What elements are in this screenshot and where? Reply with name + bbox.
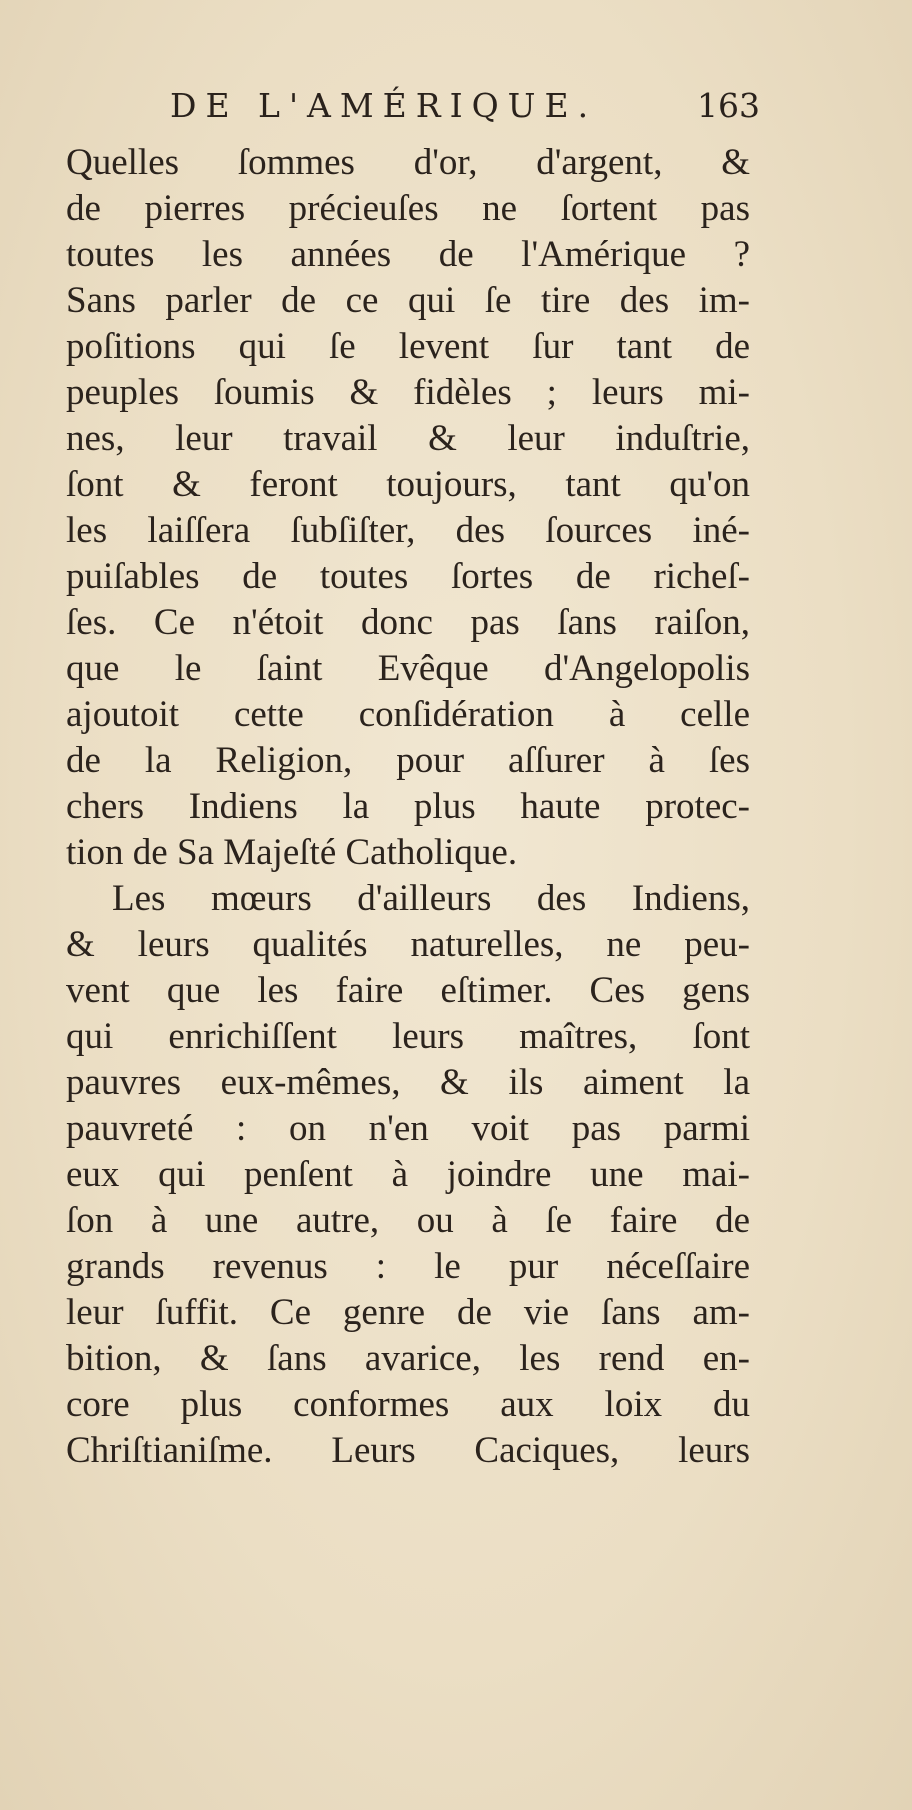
text-line: ſon à une autre, ou à ſe faire de: [66, 1200, 750, 1241]
page-number: 163: [697, 86, 760, 125]
text-line: de la Religion, pour aſſurer à ſes: [66, 740, 750, 781]
text-line: ſont & feront toujours, tant qu'on: [66, 464, 750, 505]
text-line: nes, leur travail & leur induſtrie,: [66, 418, 750, 459]
text-line: qui enrichiſſent leurs maîtres, ſont: [66, 1016, 750, 1057]
text-line: Chriſtianiſme. Leurs Caciques, leurs: [66, 1430, 750, 1471]
text-line: leur ſuffit. Ce genre de vie ſans am-: [66, 1292, 750, 1333]
text-line: Sans parler de ce qui ſe tire des im-: [66, 280, 750, 321]
text-line: chers Indiens la plus haute protec-: [66, 786, 750, 827]
running-head-title: DE L'AMÉRIQUE.: [170, 86, 598, 125]
text-line: puiſables de toutes ſortes de richeſ-: [66, 556, 750, 597]
text-line: de pierres précieuſes ne ſortent pas: [66, 188, 750, 229]
text-line: peuples ſoumis & fidèles ; leurs mi-: [66, 372, 750, 413]
text-line: pauvreté : on n'en voit pas parmi: [66, 1108, 750, 1149]
text-line: grands revenus : le pur néceſſaire: [66, 1246, 750, 1287]
text-line: eux qui penſent à joindre une mai-: [66, 1154, 750, 1195]
text-line: Quelles ſommes d'or, d'argent, &: [66, 142, 750, 183]
running-head: [60, 86, 760, 136]
text-line: poſitions qui ſe levent ſur tant de: [66, 326, 750, 367]
text-line: bition, & ſans avarice, les rend en-: [66, 1338, 750, 1379]
text-line: core plus conformes aux loix du: [66, 1384, 750, 1425]
text-line: ſes. Ce n'étoit donc pas ſans raiſon,: [66, 602, 750, 643]
text-line: que le ſaint Evêque d'Angelopolis: [66, 648, 750, 689]
text-line: toutes les années de l'Amérique ?: [66, 234, 750, 275]
text-line: pauvres eux-mêmes, & ils aiment la: [66, 1062, 750, 1103]
text-line: tion de Sa Majeſté Catholique.: [66, 832, 518, 873]
text-line: les laiſſera ſubſiſter, des ſources iné-: [66, 510, 750, 551]
text-line: Les mœurs d'ailleurs des Indiens,: [112, 878, 750, 919]
text-line: vent que les faire eſtimer. Ces gens: [66, 970, 750, 1011]
text-line: & leurs qualités naturelles, ne peu-: [66, 924, 750, 965]
text-line: ajoutoit cette conſidération à celle: [66, 694, 750, 735]
